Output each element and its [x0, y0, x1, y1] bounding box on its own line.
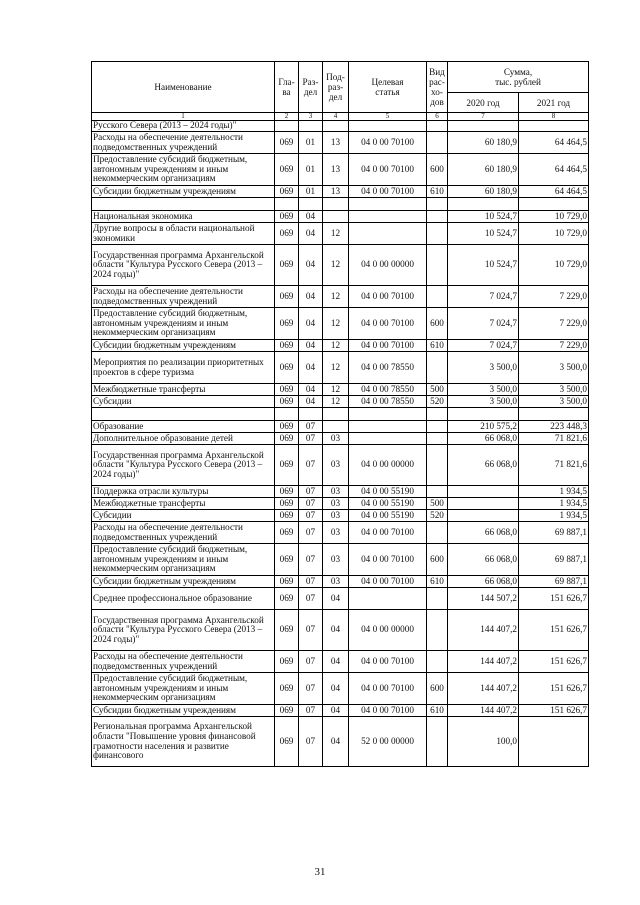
row-target-code: 04 0 00 55190: [349, 510, 427, 522]
row-section: [299, 121, 323, 132]
row-chapter: 069: [275, 717, 299, 767]
row-value-2020: 7 024,7: [448, 308, 519, 340]
row-section: 07: [299, 433, 323, 445]
row-subsection: 04: [323, 610, 349, 651]
table-row: [92, 396, 589, 408]
row-chapter: 069: [275, 673, 299, 705]
row-value-2020: 7 024,7: [448, 340, 519, 352]
table-row: [92, 186, 589, 198]
row-exp-type: [427, 522, 448, 544]
row-value-2020: 7 024,7: [448, 286, 519, 308]
row-chapter: 069: [275, 576, 299, 588]
row-value-2020: 66 068,0: [448, 433, 519, 445]
table-row: [92, 498, 589, 510]
row-chapter: 069: [275, 510, 299, 522]
row-value-2020: 10 524,7: [448, 223, 519, 245]
row-name: Субсидии бюджетным учреждениям: [92, 576, 275, 588]
row-exp-type: 610: [427, 705, 448, 717]
row-section: 07: [299, 544, 323, 576]
row-value-2021: 64 464,5: [519, 132, 589, 154]
row-exp-type: 600: [427, 154, 448, 186]
row-target-code: [349, 433, 427, 445]
row-section: 04: [299, 286, 323, 308]
row-value-2021: 71 821,6: [519, 433, 589, 445]
row-target-code: [349, 211, 427, 223]
row-subsection: 04: [323, 705, 349, 717]
row-target-code: 04 0 00 55190: [349, 498, 427, 510]
row-exp-type: [427, 588, 448, 610]
row-name: Субсидии бюджетным учреждениям: [92, 186, 275, 198]
row-name: Государственная программа Архангельской области "Культура Русского Севера (2013 – 2024 годы)": [92, 245, 275, 286]
row-section: 04: [299, 211, 323, 223]
row-value-2020: 60 180,9: [448, 154, 519, 186]
row-exp-type: [427, 245, 448, 286]
table-row: [92, 384, 589, 396]
row-name: Расходы на обеспечение деятельности подведомственных учреждений: [92, 651, 275, 673]
table-row: [92, 308, 589, 340]
row-exp-type: [427, 610, 448, 651]
row-value-2021: 151 626,7: [519, 673, 589, 705]
row-name: [92, 198, 275, 211]
row-value-2021: 64 464,5: [519, 186, 589, 198]
row-value-2020: [448, 198, 519, 211]
row-subsection: 12: [323, 245, 349, 286]
row-section: 04: [299, 352, 323, 384]
table-row: [92, 486, 589, 498]
page-number: 31: [314, 866, 326, 878]
row-chapter: 069: [275, 396, 299, 408]
row-chapter: 069: [275, 544, 299, 576]
column-index-cell: 2: [275, 113, 299, 121]
row-value-2021: 10 729,0: [519, 211, 589, 223]
table-row: [92, 544, 589, 576]
row-value-2020: 3 500,0: [448, 384, 519, 396]
row-target-code: 04 0 00 70100: [349, 186, 427, 198]
column-index-cell: 3: [299, 113, 323, 121]
row-subsection: 12: [323, 286, 349, 308]
row-chapter: 069: [275, 433, 299, 445]
row-subsection: [323, 211, 349, 223]
row-name: Государственная программа Архангельской области "Культура Русского Севера (2013 – 2024 годы)": [92, 610, 275, 651]
col-header-name: Наименование: [92, 62, 275, 113]
row-chapter: 069: [275, 340, 299, 352]
row-chapter: 069: [275, 308, 299, 340]
row-value-2020: 210 575,2: [448, 421, 519, 433]
row-section: 07: [299, 673, 323, 705]
table-row: [92, 705, 589, 717]
row-value-2021: 1 934,5: [519, 510, 589, 522]
column-index-cell: 1: [92, 113, 275, 121]
row-value-2021: 3 500,0: [519, 352, 589, 384]
row-section: 07: [299, 510, 323, 522]
row-section: 04: [299, 384, 323, 396]
row-exp-type: 520: [427, 510, 448, 522]
row-name: Дополнительное образование детей: [92, 433, 275, 445]
row-exp-type: [427, 132, 448, 154]
row-chapter: 069: [275, 286, 299, 308]
row-exp-type: [427, 211, 448, 223]
row-target-code: 04 0 00 00000: [349, 245, 427, 286]
table-row: [92, 286, 589, 308]
row-section: 01: [299, 186, 323, 198]
row-exp-type: [427, 445, 448, 486]
row-target-code: 04 0 00 70100: [349, 340, 427, 352]
row-target-code: 04 0 00 70100: [349, 308, 427, 340]
row-subsection: 04: [323, 651, 349, 673]
row-subsection: 04: [323, 717, 349, 767]
row-section: 01: [299, 132, 323, 154]
row-value-2020: 66 068,0: [448, 544, 519, 576]
row-section: 04: [299, 245, 323, 286]
row-subsection: 03: [323, 544, 349, 576]
row-value-2020: 10 524,7: [448, 245, 519, 286]
row-target-code: 04 0 00 00000: [349, 445, 427, 486]
row-name: Русского Севера (2013 – 2024 годы)": [92, 121, 275, 132]
table-row: [92, 340, 589, 352]
row-chapter: 069: [275, 211, 299, 223]
row-section: 07: [299, 610, 323, 651]
row-section: 04: [299, 396, 323, 408]
row-value-2021: 10 729,0: [519, 245, 589, 286]
row-subsection: 12: [323, 352, 349, 384]
row-value-2020: 144 407,2: [448, 705, 519, 717]
row-value-2021: 69 887,1: [519, 522, 589, 544]
row-value-2020: 144 407,2: [448, 651, 519, 673]
row-name: Предоставление субсидий бюджетным, автономным учреждениям и иным некоммерческим организациям: [92, 308, 275, 340]
row-target-code: 04 0 00 70100: [349, 576, 427, 588]
col-header-2020: 2020 год: [448, 93, 519, 113]
row-value-2021: 3 500,0: [519, 384, 589, 396]
table-row: [92, 154, 589, 186]
column-index-cell: 7: [448, 113, 519, 121]
row-exp-type: 610: [427, 186, 448, 198]
row-target-code: [349, 223, 427, 245]
row-target-code: 04 0 00 55190: [349, 486, 427, 498]
row-target-code: 04 0 00 70100: [349, 651, 427, 673]
row-target-code: 04 0 00 78550: [349, 352, 427, 384]
row-name: Мероприятия по реализации приоритетных проектов в сфере туризма: [92, 352, 275, 384]
row-exp-type: 520: [427, 396, 448, 408]
row-value-2021: [519, 198, 589, 211]
row-name: Среднее профессиональное образование: [92, 588, 275, 610]
row-target-code: 04 0 00 70100: [349, 286, 427, 308]
row-subsection: 03: [323, 576, 349, 588]
row-exp-type: 500: [427, 384, 448, 396]
row-chapter: [275, 408, 299, 421]
row-value-2021: 10 729,0: [519, 223, 589, 245]
row-name: Субсидии: [92, 510, 275, 522]
row-target-code: 04 0 00 70100: [349, 132, 427, 154]
col-header-subsection: Под- раз- дел: [323, 62, 349, 113]
row-target-code: 04 0 00 70100: [349, 522, 427, 544]
table-row: [92, 610, 589, 651]
table-row: [92, 408, 589, 421]
row-target-code: 04 0 00 00000: [349, 610, 427, 651]
row-section: [299, 198, 323, 211]
row-exp-type: [427, 408, 448, 421]
row-name: Расходы на обеспечение деятельности подведомственных учреждений: [92, 286, 275, 308]
table-row: [92, 576, 589, 588]
row-exp-type: 600: [427, 673, 448, 705]
row-name: Субсидии: [92, 396, 275, 408]
row-name: Национальная экономика: [92, 211, 275, 223]
row-value-2021: 151 626,7: [519, 588, 589, 610]
row-value-2021: 71 821,6: [519, 445, 589, 486]
row-target-code: 04 0 00 78550: [349, 396, 427, 408]
row-chapter: 069: [275, 588, 299, 610]
row-value-2020: [448, 498, 519, 510]
row-name: Субсидии бюджетным учреждениям: [92, 705, 275, 717]
row-value-2021: 7 229,0: [519, 308, 589, 340]
row-subsection: 03: [323, 510, 349, 522]
row-chapter: 069: [275, 154, 299, 186]
row-chapter: 069: [275, 223, 299, 245]
table-row: [92, 211, 589, 223]
row-target-code: [349, 121, 427, 132]
row-subsection: 03: [323, 522, 349, 544]
row-name: Предоставление субсидий бюджетным, автономным учреждениям и иным некоммерческим организациям: [92, 154, 275, 186]
row-value-2021: 151 626,7: [519, 610, 589, 651]
row-exp-type: [427, 486, 448, 498]
row-exp-type: [427, 421, 448, 433]
row-subsection: 03: [323, 486, 349, 498]
row-exp-type: [427, 198, 448, 211]
row-name: Предоставление субсидий бюджетным, автономным учреждениям и иным некоммерческим организациям: [92, 673, 275, 705]
row-value-2021: [519, 408, 589, 421]
row-target-code: [349, 198, 427, 211]
row-name: Межбюджетные трансферты: [92, 384, 275, 396]
row-value-2020: 3 500,0: [448, 396, 519, 408]
table-row: [92, 651, 589, 673]
row-section: 07: [299, 522, 323, 544]
row-chapter: 069: [275, 486, 299, 498]
row-value-2020: [448, 510, 519, 522]
row-name: Расходы на обеспечение деятельности подведомственных учреждений: [92, 522, 275, 544]
row-name: Образование: [92, 421, 275, 433]
row-chapter: 069: [275, 445, 299, 486]
row-section: 07: [299, 498, 323, 510]
table-row: [92, 121, 589, 132]
row-target-code: 04 0 00 70100: [349, 544, 427, 576]
row-name: Поддержка отрасли культуры: [92, 486, 275, 498]
row-value-2021: 69 887,1: [519, 544, 589, 576]
row-chapter: 069: [275, 705, 299, 717]
row-target-code: 52 0 00 00000: [349, 717, 427, 767]
row-value-2020: [448, 121, 519, 132]
row-subsection: 12: [323, 384, 349, 396]
row-exp-type: 610: [427, 340, 448, 352]
row-subsection: 12: [323, 340, 349, 352]
col-header-chapter: Гла- ва: [275, 62, 299, 113]
row-chapter: 069: [275, 651, 299, 673]
row-target-code: [349, 588, 427, 610]
row-chapter: 069: [275, 245, 299, 286]
row-exp-type: [427, 352, 448, 384]
row-subsection: [323, 198, 349, 211]
row-value-2020: 144 407,2: [448, 673, 519, 705]
row-value-2020: 66 068,0: [448, 522, 519, 544]
row-value-2021: [519, 717, 589, 767]
row-chapter: 069: [275, 421, 299, 433]
row-name: Государственная программа Архангельской области "Культура Русского Севера (2013 – 2024 годы)": [92, 445, 275, 486]
row-value-2021: [519, 121, 589, 132]
row-section: 01: [299, 154, 323, 186]
row-section: 04: [299, 223, 323, 245]
row-exp-type: [427, 286, 448, 308]
row-value-2021: 64 464,5: [519, 154, 589, 186]
table-row: [92, 223, 589, 245]
row-subsection: 13: [323, 154, 349, 186]
row-chapter: [275, 198, 299, 211]
row-section: 07: [299, 588, 323, 610]
row-name: [92, 408, 275, 421]
row-value-2021: 3 500,0: [519, 396, 589, 408]
col-header-section: Раз- дел: [299, 62, 323, 113]
table-row: [92, 433, 589, 445]
row-subsection: [323, 408, 349, 421]
row-target-code: [349, 408, 427, 421]
row-value-2020: 66 068,0: [448, 576, 519, 588]
row-value-2020: 10 524,7: [448, 211, 519, 223]
row-target-code: 04 0 00 78550: [349, 384, 427, 396]
row-target-code: [349, 421, 427, 433]
row-subsection: 13: [323, 186, 349, 198]
row-subsection: 12: [323, 396, 349, 408]
col-header-sum: Сумма, тыс. рублей: [448, 62, 589, 93]
row-subsection: [323, 121, 349, 132]
table-row: [92, 673, 589, 705]
row-section: 07: [299, 445, 323, 486]
row-target-code: 04 0 00 70100: [349, 673, 427, 705]
row-value-2021: 151 626,7: [519, 705, 589, 717]
row-value-2020: [448, 408, 519, 421]
row-chapter: 069: [275, 610, 299, 651]
row-value-2021: 7 229,0: [519, 286, 589, 308]
table-row: [92, 510, 589, 522]
table-row: [92, 588, 589, 610]
row-value-2021: 7 229,0: [519, 340, 589, 352]
row-name: Межбюджетные трансферты: [92, 498, 275, 510]
row-chapter: 069: [275, 498, 299, 510]
row-exp-type: 500: [427, 498, 448, 510]
table-row: [92, 522, 589, 544]
row-section: [299, 408, 323, 421]
table-row: [92, 352, 589, 384]
row-section: 07: [299, 651, 323, 673]
row-value-2021: 223 448,3: [519, 421, 589, 433]
budget-table: [91, 61, 589, 767]
col-header-2021: 2021 год: [519, 93, 589, 113]
row-section: 07: [299, 705, 323, 717]
column-index-cell: 4: [323, 113, 349, 121]
row-subsection: 13: [323, 132, 349, 154]
row-value-2021: 69 887,1: [519, 576, 589, 588]
row-value-2020: 144 507,2: [448, 588, 519, 610]
column-index-cell: 6: [427, 113, 448, 121]
row-value-2020: 144 407,2: [448, 610, 519, 651]
row-exp-type: [427, 717, 448, 767]
row-subsection: 12: [323, 308, 349, 340]
row-exp-type: [427, 121, 448, 132]
row-chapter: 069: [275, 132, 299, 154]
table-row: [92, 132, 589, 154]
row-section: 07: [299, 486, 323, 498]
row-value-2020: 100,0: [448, 717, 519, 767]
row-chapter: 069: [275, 522, 299, 544]
col-header-target: Целевая статья: [349, 62, 427, 113]
row-subsection: 04: [323, 588, 349, 610]
row-value-2021: 1 934,5: [519, 498, 589, 510]
row-exp-type: [427, 651, 448, 673]
col-header-exp-type: Вид рас- хо- дов: [427, 62, 448, 113]
row-value-2021: 1 934,5: [519, 486, 589, 498]
row-chapter: 069: [275, 186, 299, 198]
row-chapter: [275, 121, 299, 132]
row-value-2020: 60 180,9: [448, 132, 519, 154]
row-name: Субсидии бюджетным учреждениям: [92, 340, 275, 352]
row-value-2021: 151 626,7: [519, 651, 589, 673]
table-row: [92, 717, 589, 767]
table-row: [92, 198, 589, 211]
table-row: [92, 445, 589, 486]
row-exp-type: [427, 433, 448, 445]
row-target-code: 04 0 00 70100: [349, 154, 427, 186]
row-exp-type: 600: [427, 544, 448, 576]
row-subsection: 03: [323, 445, 349, 486]
column-index-row: [92, 113, 589, 121]
row-name: Расходы на обеспечение деятельности подведомственных учреждений: [92, 132, 275, 154]
row-section: 07: [299, 421, 323, 433]
row-subsection: 03: [323, 433, 349, 445]
row-value-2020: 66 068,0: [448, 445, 519, 486]
row-section: 04: [299, 308, 323, 340]
row-section: 07: [299, 576, 323, 588]
row-target-code: 04 0 00 70100: [349, 705, 427, 717]
column-index-cell: 8: [519, 113, 589, 121]
table-row: [92, 245, 589, 286]
row-name: Региональная программа Архангельской области "Повышение уровня финансовой грамотности населения и развитие финансового: [92, 717, 275, 767]
row-chapter: 069: [275, 352, 299, 384]
row-subsection: [323, 421, 349, 433]
row-value-2020: 3 500,0: [448, 352, 519, 384]
column-index-cell: 5: [349, 113, 427, 121]
row-exp-type: 610: [427, 576, 448, 588]
row-name: Другие вопросы в области национальной экономики: [92, 223, 275, 245]
row-value-2020: 60 180,9: [448, 186, 519, 198]
row-subsection: 03: [323, 498, 349, 510]
row-subsection: 04: [323, 673, 349, 705]
row-subsection: 12: [323, 223, 349, 245]
row-section: 07: [299, 717, 323, 767]
row-section: 04: [299, 340, 323, 352]
table-row: [92, 421, 589, 433]
row-value-2020: [448, 486, 519, 498]
row-exp-type: [427, 223, 448, 245]
row-name: Предоставление субсидий бюджетным, автономным учреждениям и иным некоммерческим организациям: [92, 544, 275, 576]
row-exp-type: 600: [427, 308, 448, 340]
row-chapter: 069: [275, 384, 299, 396]
